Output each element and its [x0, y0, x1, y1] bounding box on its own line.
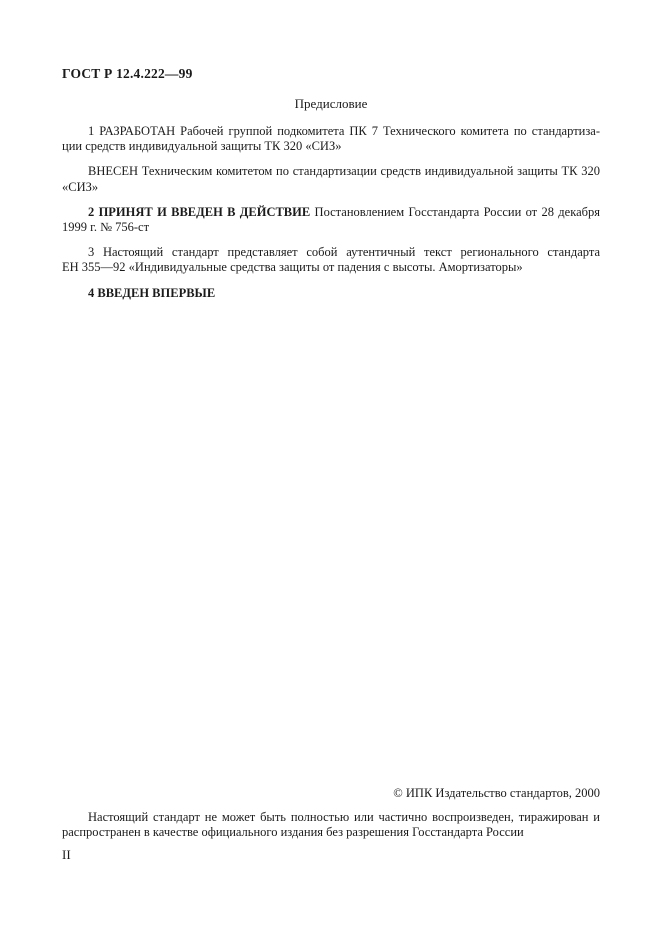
preface-body: [62, 124, 600, 311]
preface-paragraph-authentic-text: 3 Настоящий стандарт представляет собой аутентичный текст регионального стандарта ЕН 355—92 «Индивидуальные средства защиты от падения с высоты. Амортизаторы»: [62, 245, 600, 275]
page-number: II: [62, 847, 71, 862]
preface-paragraph-developed: 1 РАЗРАБОТАН Рабочей группой подкомитета ПК 7 Технического комитета по стандартиза- ции средств индивидуальной защиты ТК 320 «СИЗ»: [62, 124, 600, 154]
preface-title: Предисловие: [294, 96, 368, 111]
copyright-notice: © ИПК Издательство стандартов, 2000: [393, 786, 600, 800]
preface-paragraph-submitted: ВНЕСЕН Техническим комитетом по стандартизации средств индивидуальной защиты ТК 320 «СИЗ»: [62, 164, 600, 194]
standard-code-header: ГОСТ Р 12.4.222—99: [62, 66, 193, 81]
preface-paragraph-first-edition: 4 ВВЕДЕН ВПЕРВЫЕ: [88, 285, 216, 300]
preface-paragraph-adopted: 2 ПРИНЯТ И ВВЕДЕН В ДЕЙСТВИЕ Постановлением Госстандарта России от 28 декабря 1999 г. № 756-ст: [62, 204, 600, 235]
reproduction-restriction-notice: Настоящий стандарт не может быть полностью или частично воспроизведен, тиражирован и распространен в качестве официального издания без разрешения Госстандарта России: [62, 810, 600, 840]
